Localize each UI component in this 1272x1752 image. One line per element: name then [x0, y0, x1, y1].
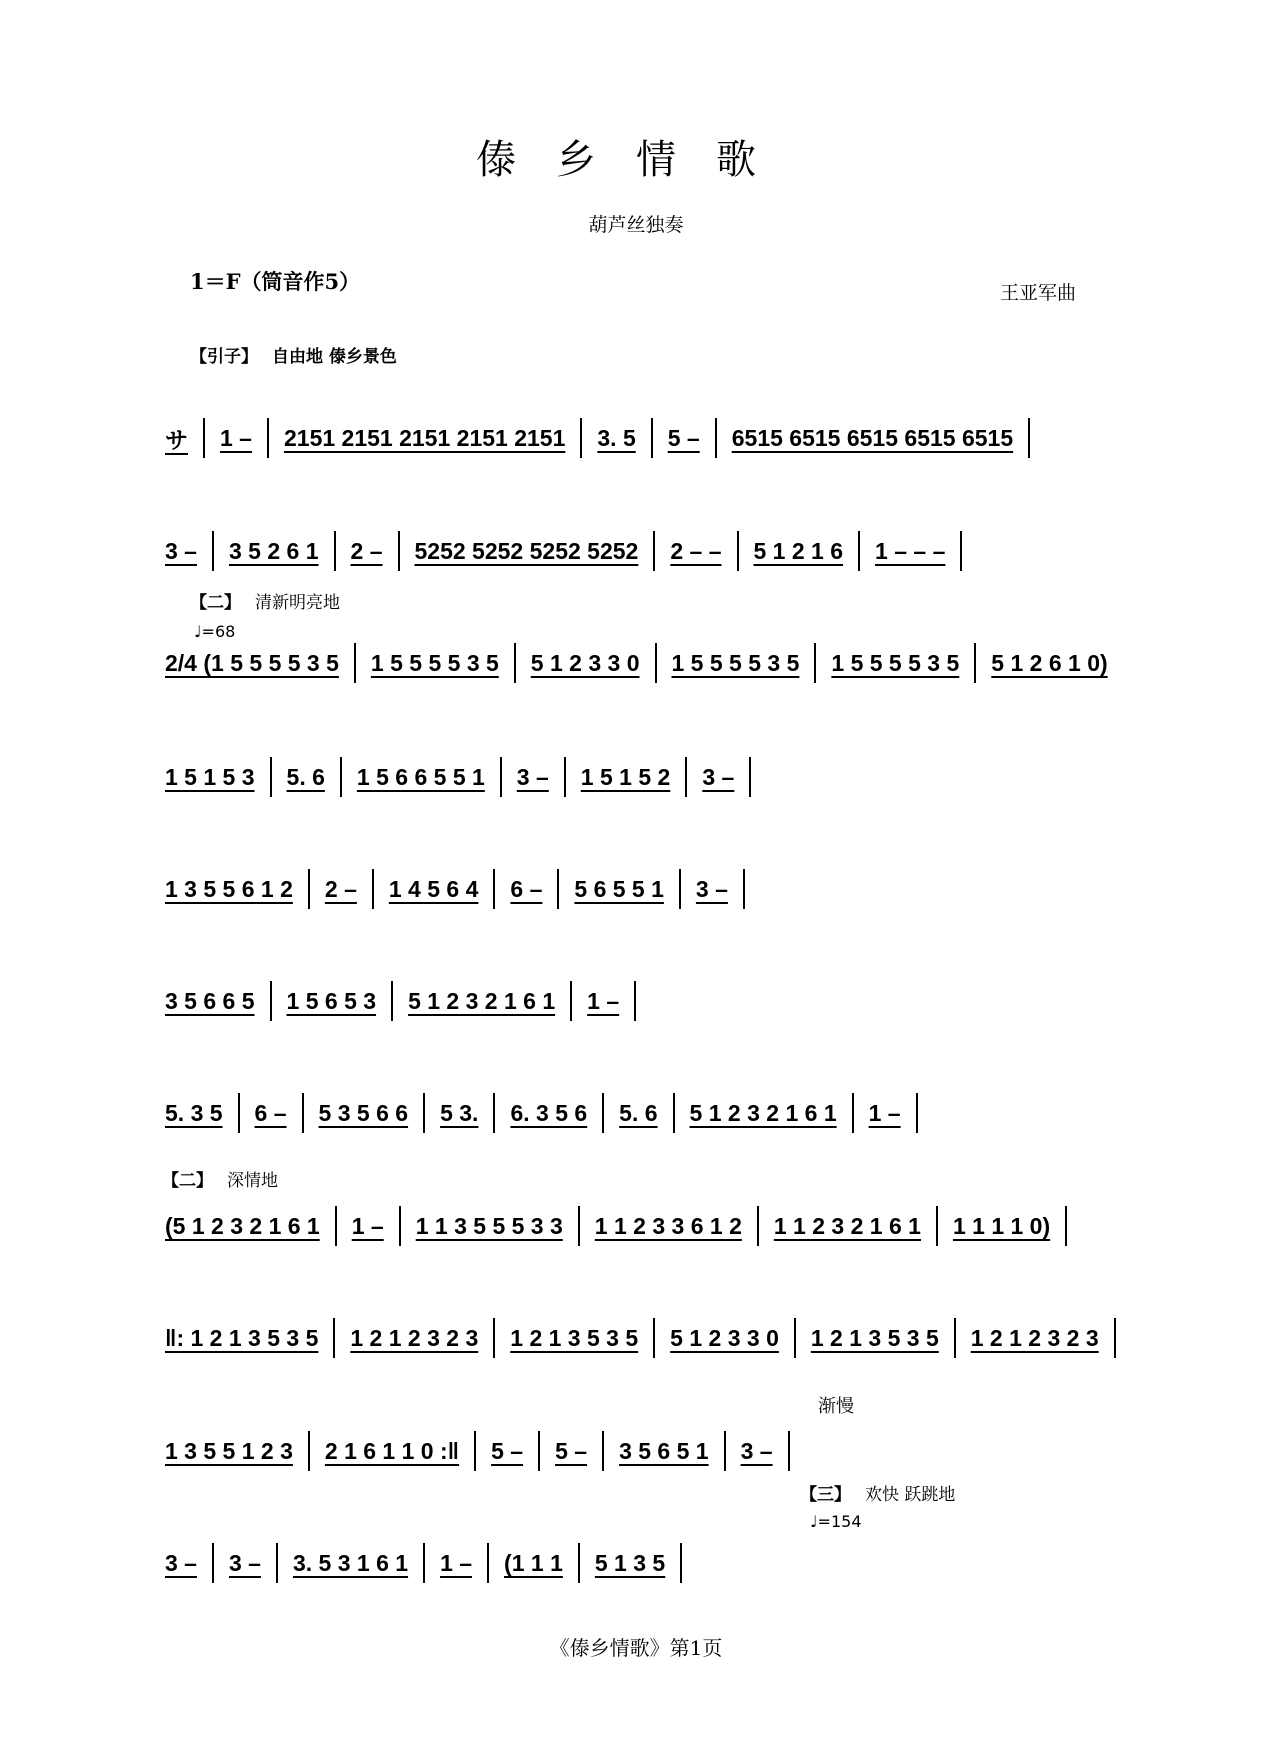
barline	[1065, 1206, 1067, 1246]
notation-measure: 1 1 2 3 3 6 1 2	[594, 1212, 742, 1239]
notation-measure: 1 – – –	[875, 537, 946, 564]
section-2b-name: 【二】	[162, 1171, 213, 1191]
notation-measure: 1 5 6 5 3	[286, 987, 377, 1014]
barline	[954, 1318, 956, 1358]
barline	[308, 1431, 310, 1471]
barline	[651, 418, 653, 458]
notation-line	[158, 978, 1120, 1024]
notation-measure: 1 2 1 3 5 3 5	[510, 1324, 639, 1351]
notation-measure: 5 1 2 3 3 0	[530, 649, 640, 676]
barline	[398, 531, 400, 571]
notation-measure: 1 –	[587, 987, 620, 1014]
notation-measure: 5 1 2 3 2 1 6 1	[689, 1099, 837, 1126]
section-3-name: 【三】	[800, 1485, 851, 1505]
barline	[570, 981, 572, 1021]
barline	[578, 1206, 580, 1246]
notation-measure: 5. 6	[619, 1099, 658, 1126]
notation-measure: 3 5 6 6 5	[165, 987, 255, 1014]
notation-measure: 5 6 5 5 1	[574, 875, 664, 902]
notation-measure: 2 –	[350, 537, 383, 564]
barline	[514, 643, 516, 683]
notation-measure: (1 1 1	[504, 1549, 563, 1576]
notation-measure: 5 1 3 5	[594, 1549, 666, 1576]
barline	[335, 1206, 337, 1246]
notation-measure: 5 1 2 1 6	[753, 537, 844, 564]
barline	[715, 418, 717, 458]
barline	[500, 757, 502, 797]
notation-measure: 2 –	[324, 875, 357, 902]
barline	[308, 869, 310, 909]
barline	[399, 1206, 401, 1246]
section-intro-name: 【引子】	[190, 347, 258, 367]
notation-line	[158, 528, 1120, 574]
barline	[724, 1431, 726, 1471]
notation-measure: 1 2 1 2 3 2 3	[350, 1324, 479, 1351]
notation-measure: 5. 6	[286, 763, 325, 790]
notation-measure: 1 5 1 5 2	[580, 763, 671, 790]
barline	[493, 869, 495, 909]
barline	[267, 418, 269, 458]
notation-measure: 3 5 2 6 1	[228, 537, 319, 564]
notation-measure: 1 1 1 1 0)	[952, 1212, 1051, 1239]
notation-measure: 5 3.	[440, 1099, 479, 1126]
notation-line	[158, 640, 1120, 686]
barline	[634, 981, 636, 1021]
barline	[788, 1431, 790, 1471]
barline	[974, 643, 976, 683]
barline	[852, 1093, 854, 1133]
barline	[270, 981, 272, 1021]
notation-line	[158, 754, 1120, 800]
notation-measure: 3 –	[516, 763, 549, 790]
barline	[743, 869, 745, 909]
barline	[238, 1093, 240, 1133]
barline	[679, 869, 681, 909]
composer-credit: 王亚军曲	[1000, 282, 1077, 304]
barline	[794, 1318, 796, 1358]
barline	[685, 757, 687, 797]
section-2b-heading	[162, 1166, 278, 1191]
notation-measure: 6 –	[510, 875, 543, 902]
notation-measure: 1 5 5 5 5 3 5	[671, 649, 800, 676]
notation-measure: 1 –	[351, 1212, 384, 1239]
notation-measure: 1 1 3 5 5 5 3 3	[415, 1212, 563, 1239]
notation-measure: 3 –	[702, 763, 735, 790]
barline	[334, 531, 336, 571]
barline	[749, 757, 751, 797]
notation-line	[158, 1203, 1120, 1249]
section-2a-name: 【二】	[190, 593, 241, 613]
ritardando-marking: 渐慢	[818, 1396, 854, 1417]
notation-measure: 2151 2151 2151 2151 2151	[283, 424, 566, 451]
notation-measure: 3 5 6 5 1	[619, 1437, 709, 1464]
section-intro-heading	[190, 342, 397, 367]
barline	[333, 1318, 335, 1358]
notation-measure: 2/4 (1 5 5 5 5 3 5	[165, 649, 339, 676]
section-2a-tempo: ♩=68	[194, 622, 236, 641]
notation-measure: 5 3 5 6 6	[318, 1099, 409, 1126]
barline	[814, 643, 816, 683]
notation-measure: 1 –	[220, 424, 252, 451]
section-3-tempo: ♩=154	[810, 1512, 862, 1531]
barline	[276, 1543, 278, 1583]
notation-measure: 1 –	[868, 1099, 901, 1126]
notation-measure: 1 2 1 2 3 2 3	[970, 1324, 1099, 1351]
barline	[655, 643, 657, 683]
barline	[270, 757, 272, 797]
barline	[757, 1206, 759, 1246]
section-3-desc: 欢快 跃跳地	[865, 1485, 956, 1505]
barline	[1028, 418, 1030, 458]
notation-measure: 1 –	[440, 1549, 473, 1576]
barline	[212, 1543, 214, 1583]
barline	[936, 1206, 938, 1246]
notation-line	[158, 1315, 1120, 1361]
barline	[578, 1543, 580, 1583]
notation-measure: 5 1 2 3 3 0	[670, 1324, 779, 1351]
notation-measure: (5 1 2 3 2 1 6 1	[165, 1212, 320, 1239]
barline	[602, 1431, 604, 1471]
notation-measure: 5252 5252 5252 5252	[414, 537, 639, 564]
section-intro-desc: 自由地 傣乡景色	[272, 347, 397, 367]
notation-measure: 5 –	[555, 1437, 588, 1464]
key-signature: 1＝F（筒音作5）	[190, 269, 361, 294]
notation-measure: 1 3 5 5 6 1 2	[165, 875, 293, 902]
page-subtitle: 葫芦丝独奏	[588, 214, 684, 236]
barline	[487, 1543, 489, 1583]
notation-measure: 1 5 5 5 5 3 5	[370, 649, 499, 676]
barline	[858, 531, 860, 571]
notation-measure: 1 2 1 3 5 3 5	[810, 1324, 939, 1351]
barline	[673, 1093, 675, 1133]
barline	[653, 531, 655, 571]
barline	[493, 1318, 495, 1358]
barline	[564, 757, 566, 797]
barline	[737, 531, 739, 571]
notation-measure: 3. 5 3 1 6 1	[292, 1549, 409, 1576]
notation-measure: 3. 5	[597, 424, 636, 451]
barline	[680, 1543, 682, 1583]
barline	[580, 418, 582, 458]
barline	[960, 531, 962, 571]
barline	[423, 1543, 425, 1583]
barline	[653, 1318, 655, 1358]
notation-measure: 3 –	[740, 1437, 773, 1464]
section-2b-desc: 深情地	[227, 1171, 278, 1191]
notation-measure: 2 1 6 1 1 0 :‖	[324, 1437, 460, 1464]
barline	[423, 1093, 425, 1133]
barline	[354, 643, 356, 683]
notation-line	[158, 1540, 1120, 1586]
notation-measure: 1 5 6 6 5 5 1	[356, 763, 485, 790]
barline	[916, 1093, 918, 1133]
notation-measure: 5 –	[667, 424, 700, 451]
barline	[340, 757, 342, 797]
barline	[474, 1431, 476, 1471]
barline	[557, 869, 559, 909]
notation-measure: 6 –	[254, 1099, 287, 1126]
notation-measure: ‖: 1 2 1 3 5 3 5	[165, 1324, 319, 1351]
notation-measure: 1 5 1 5 3	[165, 763, 255, 790]
barline	[391, 981, 393, 1021]
section-2a-heading	[190, 588, 340, 613]
notation-measure: 3 –	[165, 1549, 197, 1576]
notation-measure: 2 – –	[670, 537, 722, 564]
notation-line	[158, 415, 1120, 461]
barline	[538, 1431, 540, 1471]
notation-measure: 1 4 5 6 4	[388, 875, 479, 902]
notation-measure: 6. 3 5 6	[510, 1099, 588, 1126]
notation-measure: 3 –	[695, 875, 728, 902]
page-title: 傣乡情歌	[476, 137, 796, 183]
notation-measure: 6515 6515 6515 6515 6515	[731, 424, 1014, 451]
barline	[602, 1093, 604, 1133]
barline	[212, 531, 214, 571]
notation-measure: 5 1 2 3 2 1 6 1	[408, 987, 556, 1014]
page-footer: 《傣乡情歌》第1页	[549, 1636, 723, 1660]
barline	[203, 418, 205, 458]
notation-measure: 5. 3 5	[165, 1099, 223, 1126]
barline	[372, 869, 374, 909]
notation-measure: 3 –	[165, 537, 197, 564]
barline	[302, 1093, 304, 1133]
notation-measure: 1 1 2 3 2 1 6 1	[773, 1212, 921, 1239]
notation-line	[158, 1428, 1120, 1474]
barline	[493, 1093, 495, 1133]
barline	[1114, 1318, 1116, 1358]
notation-measure: 1 3 5 5 1 2 3	[165, 1437, 293, 1464]
notation-measure: 5 –	[491, 1437, 524, 1464]
notation-measure: 1 5 5 5 5 3 5	[831, 649, 960, 676]
notation-measure: 3 –	[228, 1549, 261, 1576]
section-2a-desc: 清新明亮地	[255, 593, 340, 613]
section-3-heading	[800, 1480, 955, 1505]
notation-measure: サ	[165, 426, 188, 453]
notation-line	[158, 1090, 1120, 1136]
notation-measure: 5 1 2 6 1 0)	[991, 649, 1108, 676]
notation-line	[158, 866, 1120, 912]
